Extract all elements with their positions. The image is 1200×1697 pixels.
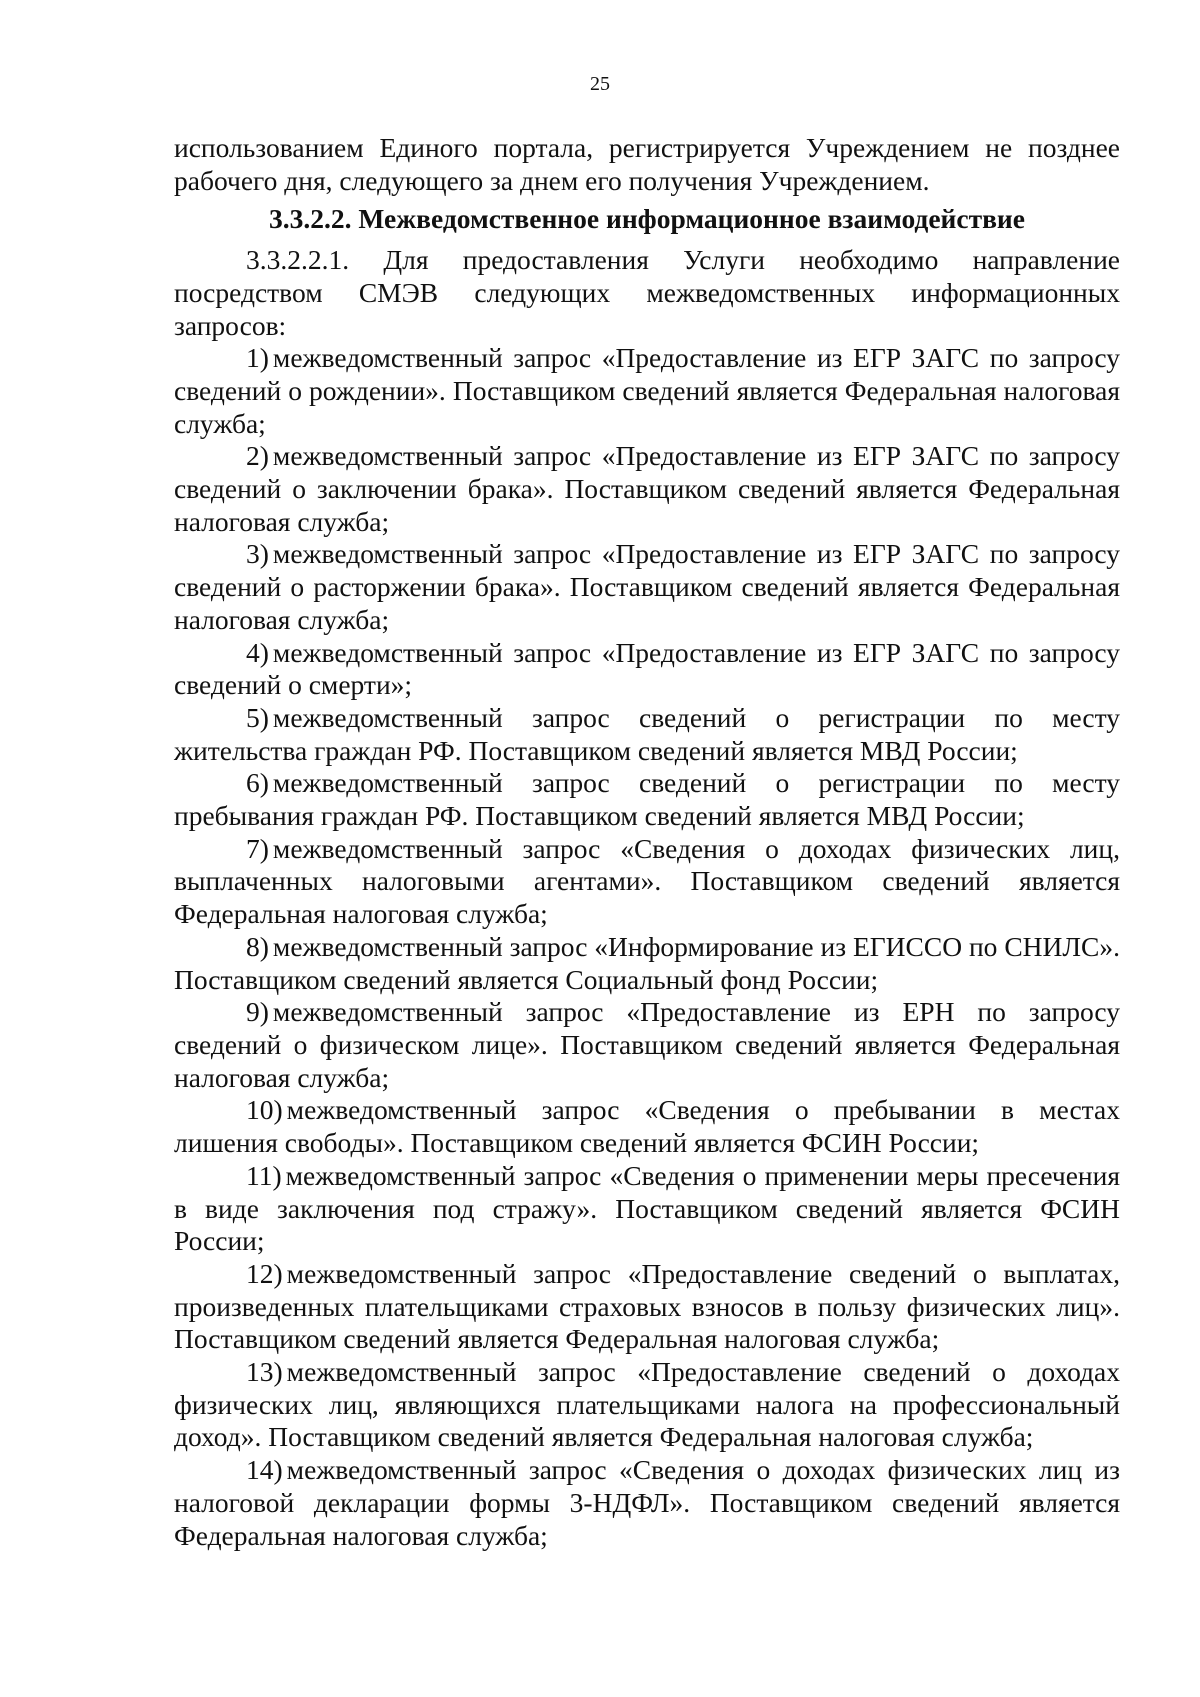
list-item-number: 2) [246,440,269,472]
list-item-number: 4) [246,636,269,668]
list-item [174,702,1120,767]
list-item [174,1160,1120,1258]
list-item-number: 11) [246,1159,282,1191]
list-item-text: межведомственный запрос «Предоставление из ЕГР ЗАГС по запросу сведений о расторжении брака». Поставщиком сведений является Федеральная налоговая служба; [174,538,1120,635]
list-item [174,996,1120,1094]
document-body [174,132,1120,1552]
list-item-number: 12) [246,1257,283,1289]
list-item [174,833,1120,931]
list-item-text: межведомственный запрос «Предоставление из ЕГР ЗАГС по запросу сведений о смерти»; [174,636,1120,701]
section-heading: 3.3.2.2. Межведомственное информационное взаимодействие [269,203,1025,235]
list-item-number: 3) [246,538,269,570]
list-item-number: 8) [246,930,269,962]
list-item [174,440,1120,538]
list-item-number: 1) [246,342,269,374]
list-item-number: 5) [246,701,269,733]
list-item [174,1356,1120,1454]
subsection-paragraph: 3.3.2.2.1. Для предоставления Услуги необходимо направление посредством СМЭВ следующих межведомственных информационных запросов: [174,244,1120,341]
list-item-text: межведомственный запрос «Предоставление из ЕРН по запросу сведений о физическом лице». Поставщиком сведений является Федеральная налоговая служба; [174,996,1120,1093]
list-item [174,1094,1120,1159]
list-item-text: межведомственный запрос «Сведения о пребывании в местах лишения свободы». Поставщиком сведений является ФСИН России; [174,1094,1120,1159]
list-item [174,1454,1120,1552]
list-item-number: 13) [246,1356,283,1388]
list-item-text: межведомственный запрос «Информирование из ЕГИССО по СНИЛС». Поставщиком сведений является Социальный фонд России; [174,930,1120,995]
list-item-text: межведомственный запрос «Сведения о доходах физических лиц, выплаченных налоговыми агентами». Поставщиком сведений является Федеральная налоговая служба; [174,832,1120,930]
list-item-number: 6) [246,767,269,799]
list-item [174,767,1120,832]
list-item [174,538,1120,636]
list-item-number: 7) [246,832,269,864]
list-item-text: межведомственный запрос «Сведения о доходах физических лиц из налоговой декларации формы 3-НДФЛ». Поставщиком сведений является Федеральная налоговая служба; [174,1454,1120,1551]
list-item [174,637,1120,702]
list-item-text: межведомственный запрос сведений о регистрации по месту жительства граждан РФ. Поставщиком сведений является МВД России; [174,701,1120,766]
list-item-number: 10) [246,1094,283,1126]
list-item-text: межведомственный запрос «Предоставление из ЕГР ЗАГС по запросу сведений о рождении». Поставщиком сведений является Федеральная налоговая служба; [174,342,1120,439]
intro-paragraph: использованием Единого портала, регистрируется Учреждением не позднее рабочего дня, следующего за днем его получения Учреждением. [174,132,1120,196]
list-item [174,1258,1120,1356]
page-number: 25 [590,73,610,95]
list-item-text: межведомственный запрос сведений о регистрации по месту пребывания граждан РФ. Поставщиком сведений является МВД России; [174,767,1120,832]
list-item-number: 9) [246,996,269,1028]
list-item-text: межведомственный запрос «Сведения о применении меры пресечения в виде заключения под стражу». Поставщиком сведений является ФСИН России; [174,1159,1120,1257]
list-item [174,342,1120,440]
list-item [174,931,1120,996]
list-item-text: межведомственный запрос «Предоставление сведений о доходах физических лиц, являющихся плательщиками налога на профессиональный доход». Поставщиком сведений является Федеральная налоговая служба; [174,1356,1120,1453]
list-item-number: 14) [246,1454,283,1486]
request-list [174,342,1120,1552]
list-item-text: межведомственный запрос «Предоставление сведений о выплатах, произведенных плательщиками страховых взносов в пользу физических лиц». Поставщиком сведений является Федеральная налоговая служба; [174,1257,1120,1355]
list-item-text: межведомственный запрос «Предоставление из ЕГР ЗАГС по запросу сведений о заключении брака». Поставщиком сведений является Федеральная налоговая служба; [174,440,1120,537]
